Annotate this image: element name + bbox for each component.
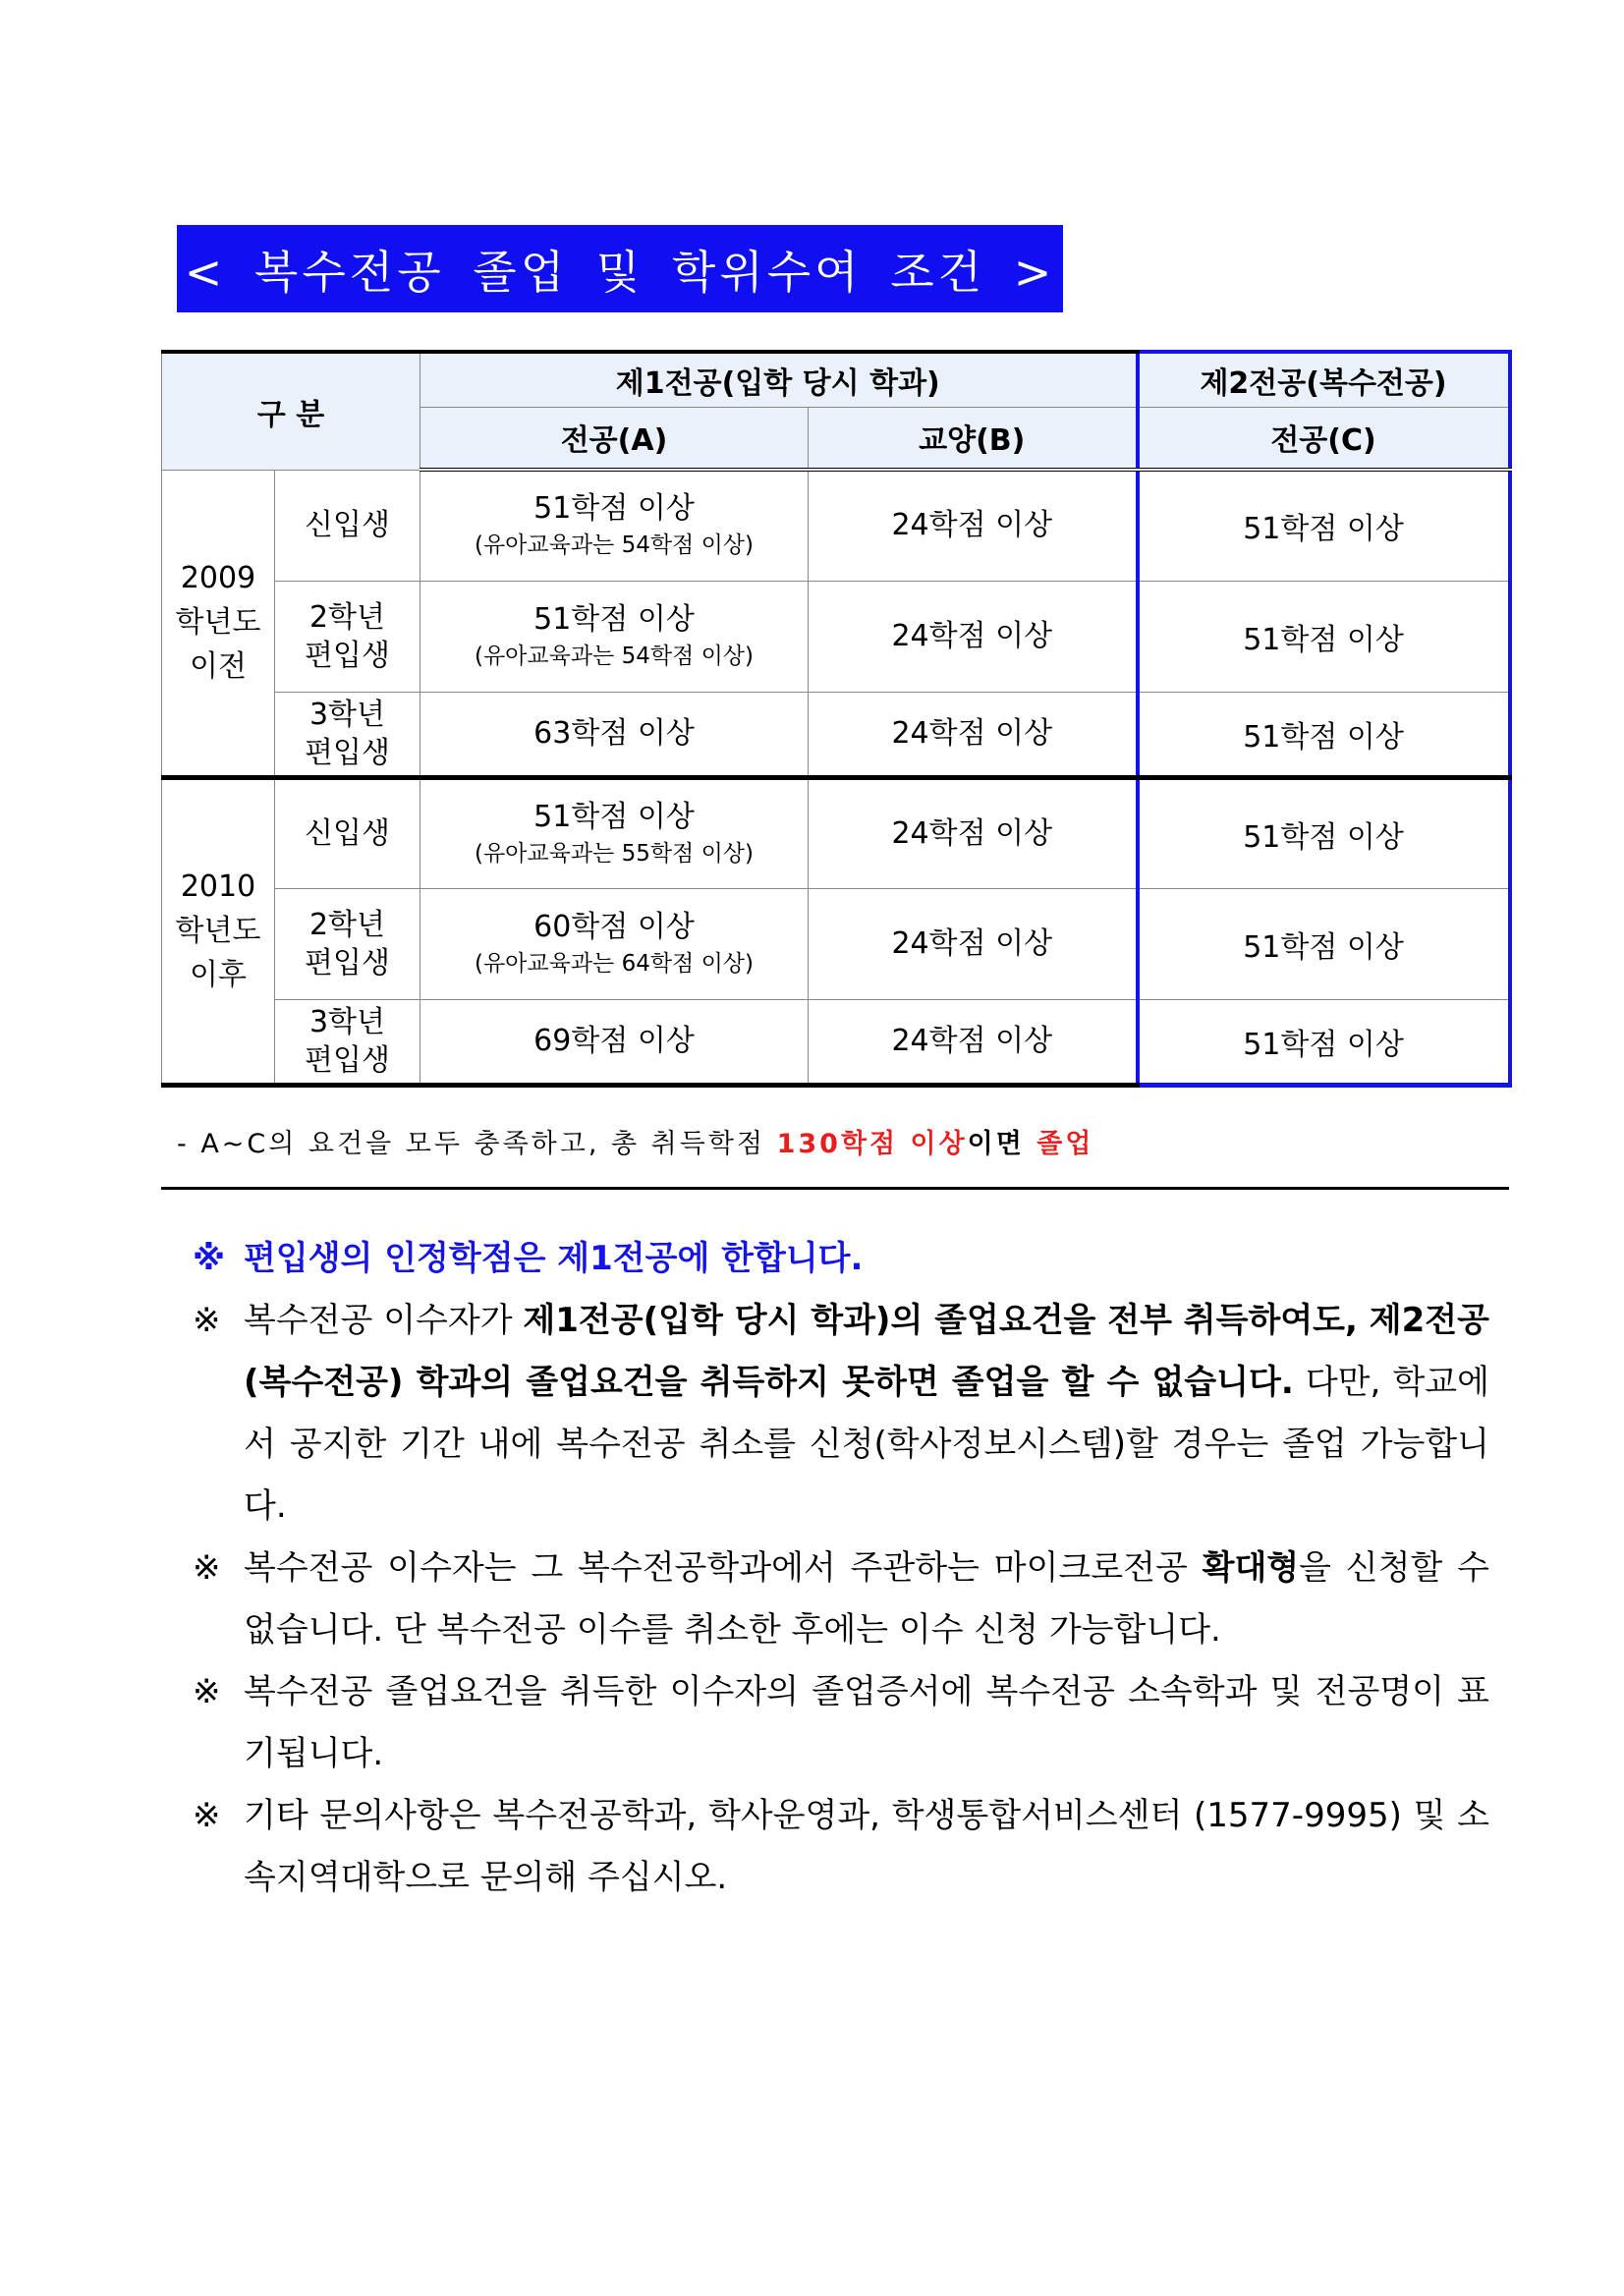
student-type-cell: 신입생 bbox=[275, 777, 420, 888]
table-row bbox=[162, 581, 1510, 692]
graduation-requirements-table bbox=[161, 350, 1512, 1088]
requirement-note: - A~C의 요건을 모두 충족하고, 총 취득학점 130학점 이상이면 졸업 bbox=[177, 1129, 1094, 1159]
liberal-b-cell: 24학점 이상 bbox=[809, 470, 1138, 581]
table-row bbox=[162, 692, 1510, 777]
major-a-cell: 51학점 이상 (유아교육과는 54학점 이상) bbox=[420, 470, 809, 581]
note-item: ※ 편입생의 인정학점은 제1전공에 한합니다. bbox=[193, 1239, 864, 1278]
total-credits: 130학점 이상 bbox=[776, 1129, 968, 1159]
liberal-b-cell: 24학점 이상 bbox=[809, 999, 1138, 1085]
student-type-cell: 2학년 편입생 bbox=[275, 888, 420, 999]
major-c-cell: 51학점 이상 bbox=[1138, 470, 1510, 581]
liberal-b-cell: 24학점 이상 bbox=[809, 581, 1138, 692]
major-c-cell: 51학점 이상 bbox=[1138, 777, 1510, 888]
student-type-cell: 3학년 편입생 bbox=[275, 692, 420, 777]
note-item: ※ 복수전공 이수자가 제1전공(입학 당시 학과)의 졸업요건을 전부 취득하여도, 제2전공(복수전공) 학과의 졸업요건을 취득하지 못하면 졸업을 할 수 없습니다. 다만, 학교에서 공지한 기간 내에 복수전공 취소를 신청(학사정보시스템)할 경우는 졸업 가능합니다. bbox=[193, 1301, 1489, 1526]
header-col-a: 전공(A) bbox=[420, 407, 809, 470]
year-group-cell: 2009 학년도 이전 bbox=[162, 470, 275, 777]
student-type-cell: 3학년 편입생 bbox=[275, 999, 420, 1085]
header-category: 구 분 bbox=[162, 352, 420, 470]
student-type-cell: 2학년 편입생 bbox=[275, 581, 420, 692]
note-item: ※ 복수전공 졸업요건을 취득한 이수자의 졸업증서에 복수전공 소속학과 및 전공명이 표기됩니다. bbox=[193, 1672, 1489, 1773]
note-item: ※ 기타 문의사항은 복수전공학과, 학사운영과, 학생통합서비스센터 (1577-9995) 및 소속지역대학으로 문의해 주십시오. bbox=[193, 1796, 1489, 1897]
major-a-cell: 51학점 이상 (유아교육과는 54학점 이상) bbox=[420, 581, 809, 692]
table-row bbox=[162, 999, 1510, 1085]
major-a-cell: 63학점 이상 bbox=[420, 692, 809, 777]
major-c-cell: 51학점 이상 bbox=[1138, 888, 1510, 999]
major-a-cell: 60학점 이상 (유아교육과는 64학점 이상) bbox=[420, 888, 809, 999]
liberal-b-cell: 24학점 이상 bbox=[809, 888, 1138, 999]
year-group-cell: 2010 학년도 이후 bbox=[162, 777, 275, 1085]
liberal-b-cell: 24학점 이상 bbox=[809, 692, 1138, 777]
major-c-cell: 51학점 이상 bbox=[1138, 999, 1510, 1085]
header-major2-group: 제2전공(복수전공) bbox=[1138, 352, 1510, 407]
header-col-b: 교양(B) bbox=[809, 407, 1138, 470]
student-type-cell: 신입생 bbox=[275, 470, 420, 581]
table-row bbox=[162, 470, 1510, 581]
major-c-cell: 51학점 이상 bbox=[1138, 581, 1510, 692]
notes-section bbox=[193, 1228, 1489, 1909]
header-major1-group: 제1전공(입학 당시 학과) bbox=[420, 352, 1138, 407]
liberal-b-cell: 24학점 이상 bbox=[809, 777, 1138, 888]
page-title: < 복수전공 졸업 및 학위수여 조건 > bbox=[177, 225, 1063, 312]
major-c-cell: 51학점 이상 bbox=[1138, 692, 1510, 777]
major-a-cell: 51학점 이상 (유아교육과는 55학점 이상) bbox=[420, 777, 809, 888]
table-row bbox=[162, 888, 1510, 999]
note-item: ※ 복수전공 이수자는 그 복수전공학과에서 주관하는 마이크로전공 확대형을 신청할 수 없습니다. 단 복수전공 이수를 취소한 후에는 이수 신청 가능합니다. bbox=[193, 1548, 1489, 1650]
table-row bbox=[162, 777, 1510, 888]
divider bbox=[161, 1187, 1509, 1190]
major-a-cell: 69학점 이상 bbox=[420, 999, 809, 1085]
graduation-result: 졸업 bbox=[1036, 1129, 1094, 1159]
header-col-c: 전공(C) bbox=[1138, 407, 1510, 470]
